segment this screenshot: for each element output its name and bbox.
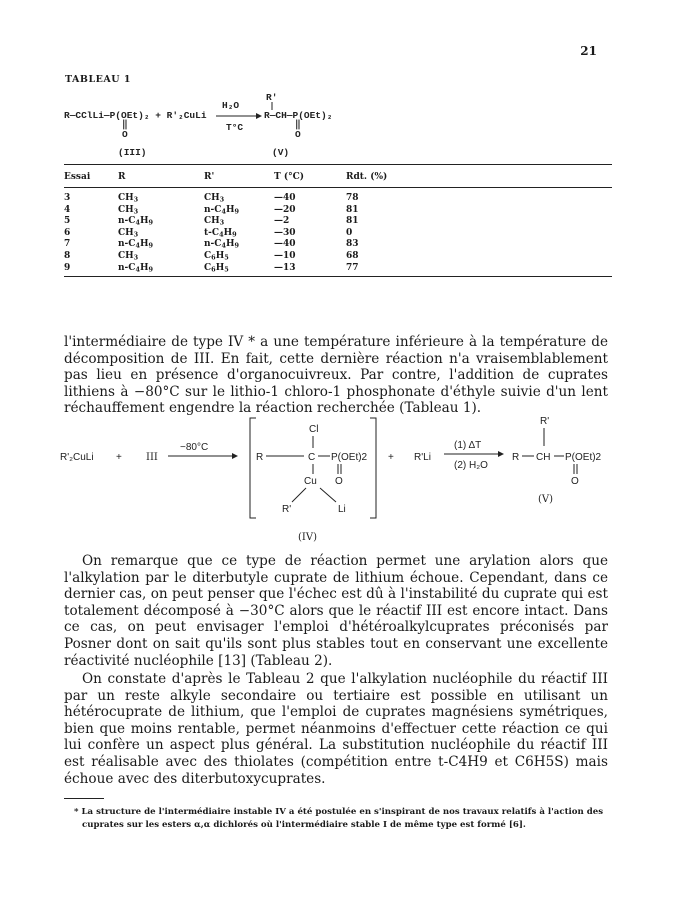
table-cell-r: $n-C_4H_9$: [118, 262, 153, 274]
reaction-scheme-2: [60, 416, 620, 546]
table-cell-yield: 78: [346, 193, 359, 203]
scheme-product-dblbond: ‖: [295, 119, 301, 130]
product-label: (V): [538, 494, 554, 505]
table-cell-rprime: $C_6H_5$: [204, 262, 229, 274]
paragraph-1-text: l'intermédiaire de type IV * a une température inférieure à la température de décomposition de III. En fait, cette dernière réaction n'a vraisemblablement pas lieu en présence d'organocuivreux. Par contre, l'addition de cuprates lithiens à −80°C sur le lithio-1 chloro-1 phosphonate d'éthyle suivie d'un lent réchauffement engendre la réaction recherchée (Tableau 1).: [64, 334, 608, 417]
table-top-rule: [64, 164, 612, 165]
byproduct-rli: R'Li: [414, 452, 431, 463]
product-p: P(OEt)2: [565, 452, 602, 463]
table-cell-essai: 7: [64, 239, 71, 250]
footnote-rule: [64, 798, 104, 799]
intermediate-rprime: R': [282, 504, 292, 515]
table-cell-temperature: —13: [274, 262, 296, 273]
reagent-cuprate: R'₂CuLi: [60, 452, 94, 463]
table-cell-essai: 4: [64, 204, 71, 215]
scheme-arrow-bottom: T°C: [226, 122, 244, 133]
intermediate-r: R: [256, 452, 264, 463]
table-cell-temperature: —40: [274, 239, 296, 250]
intermediate-cu: Cu: [304, 476, 317, 487]
paragraph-2-text: On remarque que ce type de réaction permet une arylation alors que l'alkylation par le diterbutyle cuprate de lithium échoue. Cependant, dans ce dernier cas, on peut penser que l'échec est dû à l'instabilité du cuprate qui est totalement décomposé à −30°C alors que le réactif III est encore intact. Dans ce cas, on peut envisager l'emploi d'hétéroalkylcuprates préconisés par Posner dont on sait qu'ils sont plus stables tout en conservant une excellente réactivité nucléophile [13] (Tableau 2).: [64, 553, 608, 669]
scheme-left: R—CClLi—P(OEt)₂ + R'₂CuLi: [64, 110, 207, 121]
intermediate-label: (IV): [298, 532, 317, 543]
table-cell-rprime: $CH_3$: [204, 216, 225, 227]
table-cell-yield: 0: [346, 227, 353, 238]
scheme-left-dblbond: ‖: [122, 119, 128, 130]
table-header-r: R: [118, 172, 126, 182]
table-cell-yield: 77: [346, 262, 359, 273]
table-cell-yield: 68: [346, 251, 359, 261]
plus-sign-2: +: [388, 452, 394, 463]
table-header-rprime: R': [204, 172, 215, 182]
table-cell-essai: 8: [64, 251, 71, 261]
scheme-product: R—CH—P(OEt)₂: [264, 110, 333, 121]
scheme-label-reactant: (III): [118, 147, 147, 158]
table-header-yield: Rdt. (%): [346, 172, 388, 182]
arrow-2-step-1: (1) ΔT: [454, 440, 482, 451]
paragraph-1: [64, 334, 608, 417]
table-cell-r: $n-C_4H_9$: [118, 239, 153, 250]
table-cell-temperature: —40: [274, 193, 296, 203]
intermediate-cl: Cl: [309, 424, 319, 435]
footnote: [64, 806, 612, 831]
reactant-iii: III: [146, 452, 158, 463]
arrow-1-condition: −80°C: [180, 442, 209, 453]
product-oxygen: O: [571, 476, 579, 487]
table-cell-r: $CH_3$: [118, 251, 139, 262]
table-cell-rprime: $n-C_4H_9$: [204, 204, 239, 216]
table-header-rule: [64, 187, 612, 188]
scheme-substituent: R': [266, 92, 278, 103]
table-cell-r: $CH_3$: [118, 227, 139, 239]
table-cell-essai: 3: [64, 193, 71, 203]
table-header-essai: Essai: [64, 172, 91, 182]
table-reaction-scheme: [60, 88, 380, 160]
arrow-2-step-2: (2) H₂O: [454, 460, 488, 471]
table-cell-essai: 6: [64, 227, 71, 238]
intermediate-li: Li: [338, 504, 346, 515]
table-cell-rprime: $t-C_4H_9$: [204, 227, 237, 239]
table-cell-temperature: —2: [274, 216, 290, 227]
table-label: TABLEAU 1: [65, 74, 131, 85]
table-cell-essai: 5: [64, 216, 71, 227]
paragraph-3-text: On constate d'après le Tableau 2 que l'alkylation nucléophile du réactif III par un reste alkyle secondaire ou tertiaire est possible en utilisant un hétérocuprate de lithium, que l'emploi de cuprates magnésiens symétriques, bien que moins rentable, permet néanmoins d'effectuer cette réaction ce qui lui confère un aspect plus général. La substitution nucléophile du réactif III est réalisable avec des thiolates (compétition entre t-C4H9 et C6H5S) mais échoue avec des diterbutoxycuprates.: [64, 671, 608, 787]
table-cell-r: $CH_3$: [118, 204, 139, 216]
paragraph-3: [64, 671, 608, 787]
table-cell-rprime: $n-C_4H_9$: [204, 239, 239, 250]
table-header-temperature: T (°C): [274, 172, 305, 182]
table-cell-r: $CH_3$: [118, 193, 139, 204]
scheme-left-oxygen: O: [122, 129, 128, 140]
paragraph-2: [64, 553, 608, 669]
table-cell-temperature: —10: [274, 251, 296, 261]
product-substituent: R': [540, 416, 550, 427]
intermediate-o: O: [335, 476, 343, 487]
scheme-product-oxygen: O: [295, 129, 301, 140]
plus-sign-1: +: [116, 452, 122, 463]
scheme-label-product: (V): [272, 147, 290, 158]
intermediate-p: P(OEt)2: [331, 452, 368, 463]
product-r: R: [512, 452, 520, 463]
table-cell-rprime: $CH_3$: [204, 193, 225, 204]
table-cell-r: $n-C_4H_9$: [118, 216, 153, 227]
scheme-arrow-top: H₂O: [222, 100, 240, 111]
intermediate-c: C: [308, 452, 316, 463]
table-cell-essai: 9: [64, 262, 71, 273]
table-cell-yield: 81: [346, 216, 359, 227]
product-ch: CH: [536, 452, 551, 463]
table-bottom-rule: [64, 276, 612, 277]
page-number: 21: [580, 44, 597, 58]
footnote-text: * La structure de l'intermédiaire instable IV a été postulée en s'inspirant de nos travaux relatifs à l'action des cuprates sur les esters α,α dichlorés où l'intermédiaire stable I de même type est formé [6].: [74, 807, 604, 830]
table-cell-yield: 83: [346, 239, 359, 250]
table-cell-yield: 81: [346, 204, 359, 215]
table-cell-rprime: $C_6H_5$: [204, 251, 229, 262]
table-cell-temperature: —20: [274, 204, 296, 215]
table-cell-temperature: —30: [274, 227, 296, 238]
